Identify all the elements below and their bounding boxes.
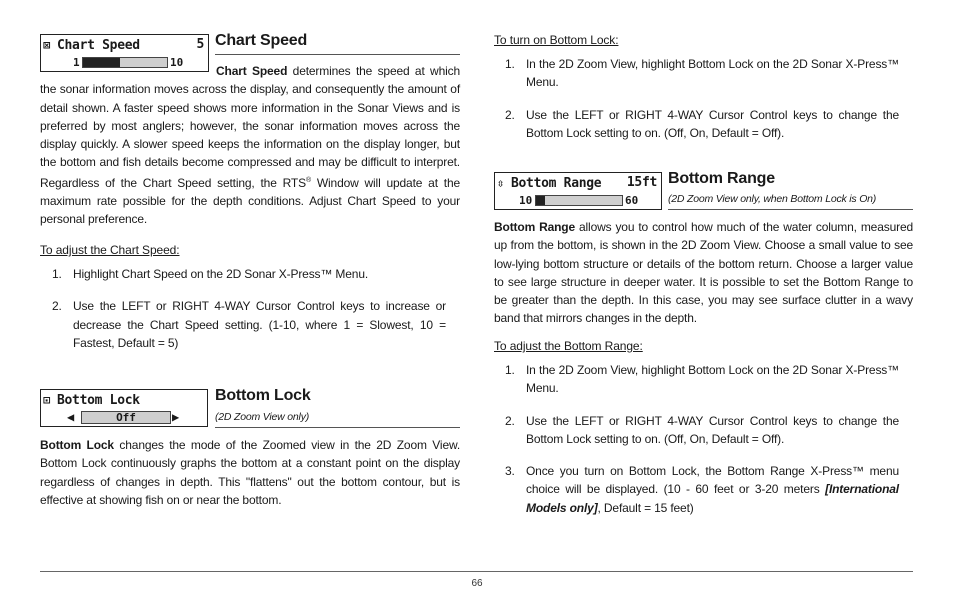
bottom-lock-steps — [505, 55, 899, 142]
bottom-range-text: allows you to control how much of the water column, measured up from the bottom, is shown in the 2D Zoom View. Choose a small value to see low-lying bottom structure or details of the bottom return. Choose a larger value to see large structure in deeper water. It is possible to set the Bottom Range to be greater than the depth. In this case, you may see surface clutter in a wavy band that mirrors changes in the depth. — [494, 220, 913, 326]
bottom-lock-heading-rule — [215, 427, 460, 428]
bottom-range-steps — [505, 361, 899, 517]
chart-speed-heading-rule — [215, 54, 460, 55]
chart-speed-text: determines the speed at which the sonar information moves across the display, and consequently the amount of detail shown. A faster speed shows more information in the Sonar Views and is preferred by most anglers; however, the sonar information moves across the display quickly. A slower speed keeps the information on the display longer, but the bottom and fish details become compressed and may be difficult to interpret. Regardless of the Chart Speed setting, the RTS — [40, 64, 460, 190]
chart-speed-steps — [52, 265, 446, 352]
bottom-range-menu-label: Bottom Range — [511, 176, 602, 191]
bottom-range-heading-rule — [668, 209, 913, 210]
step-number: 2. — [52, 299, 62, 314]
bottom-lock-text: changes the mode of the Zoomed view in the 2D Zoom View. Bottom Lock continuously graphs the bottom at a constant point on the display regardless of changes in depth. This "flattens" out the bottom contour, but is effective at showing fish on or near the bottom. — [40, 438, 461, 507]
step-text: Use the LEFT or RIGHT 4-WAY Cursor Control keys to change the Bottom Lock setting to on. (Off, On, Default = Off). — [526, 413, 899, 446]
chart-speed-icon: ⊠ — [43, 38, 50, 52]
chart-speed-bar-max: 10 — [170, 56, 184, 69]
page-number: 66 — [471, 578, 483, 589]
footer-rule — [40, 571, 913, 572]
step-text-a: Once you turn on Bottom Lock, the Bottom Range X-Press™ menu choice will be displayed. (10 - 60 feet or 3-20 meters — [526, 464, 899, 497]
bottom-range-procedure-title: To adjust the Bottom Range: — [494, 339, 643, 353]
bottom-lock-lead: Bottom Lock — [40, 438, 114, 452]
bottom-range-menu-image — [494, 172, 662, 210]
bottom-range-bar-min: 10 — [519, 194, 533, 207]
bottom-range-slider — [535, 195, 623, 206]
list-item — [505, 361, 899, 398]
chart-speed-heading: Chart Speed — [215, 32, 308, 49]
list-item — [505, 462, 899, 517]
bottom-range-menu-value: 15ft — [626, 175, 657, 190]
list-item — [505, 106, 899, 143]
chart-speed-paragraph — [40, 62, 460, 229]
list-item — [52, 297, 446, 352]
bottom-range-bar-max: 60 — [625, 194, 639, 207]
bottom-lock-value-box — [81, 411, 171, 424]
chart-speed-lead: Chart Speed — [216, 64, 288, 78]
step-number: 1. — [505, 57, 515, 71]
step-text — [526, 462, 899, 517]
bottom-lock-menu-image — [40, 389, 208, 427]
step-number: 1. — [52, 267, 62, 281]
right-arrow-icon: ▶ — [172, 410, 180, 424]
step-number: 1. — [505, 363, 515, 377]
left-arrow-icon: ◀ — [67, 410, 75, 424]
bottom-lock-subheading: (2D Zoom View only) — [215, 411, 310, 423]
bottom-range-paragraph — [494, 218, 913, 328]
step-text-emphasis: [International Models only] — [526, 482, 899, 515]
chart-speed-menu-value: 5 — [196, 37, 204, 52]
rts-registered-mark: ® — [305, 176, 311, 184]
bottom-range-icon: ⇳ — [497, 176, 504, 190]
step-text-b: , Default = 15 feet) — [597, 500, 694, 515]
bottom-lock-heading: Bottom Lock — [215, 387, 311, 404]
step-number: 3. — [505, 464, 515, 479]
list-item — [52, 265, 446, 283]
chart-speed-procedure-title: To adjust the Chart Speed: — [40, 243, 180, 257]
bottom-range-subheading: (2D Zoom View only, when Bottom Lock is On) — [668, 193, 877, 205]
bottom-lock-procedure-title: To turn on Bottom Lock: — [494, 33, 619, 47]
bottom-lock-paragraph — [40, 436, 460, 509]
step-text: In the 2D Zoom View, highlight Bottom Lock on the 2D Sonar X-Press™ Menu. — [526, 57, 899, 90]
bottom-lock-menu-label: Bottom Lock — [57, 393, 140, 408]
step-text: Use the LEFT or RIGHT 4-WAY Cursor Control keys to increase or decrease the Chart Speed setting. (1-10, where 1 = Slowest, 10 = Fastest, Default = 5) — [73, 299, 446, 350]
bottom-range-heading: Bottom Range — [668, 170, 775, 187]
bottom-lock-icon: ⊡ — [43, 393, 50, 407]
step-number: 2. — [505, 107, 515, 122]
bottom-range-slider-fill — [536, 196, 545, 205]
chart-speed-menu-label: Chart Speed — [57, 38, 140, 53]
chart-speed-text-2: Window will update at the maximum rate possible for the depth conditions. Adjust Chart Speed to your personal preference. — [40, 175, 460, 227]
step-number: 2. — [505, 413, 515, 428]
step-text: Highlight Chart Speed on the 2D Sonar X-Press™ Menu. — [73, 267, 369, 281]
step-text: Use the LEFT or RIGHT 4-WAY Cursor Control keys to change the Bottom Lock setting to on. (Off, On, Default = Off). — [526, 107, 899, 140]
step-text: In the 2D Zoom View, highlight Bottom Lock on the 2D Sonar X-Press™ Menu. — [526, 363, 899, 396]
chart-speed-bar-min: 1 — [73, 56, 80, 69]
list-item — [505, 412, 899, 449]
bottom-lock-menu-value: Off — [116, 411, 136, 424]
bottom-range-lead: Bottom Range — [494, 220, 576, 234]
list-item — [505, 55, 899, 92]
